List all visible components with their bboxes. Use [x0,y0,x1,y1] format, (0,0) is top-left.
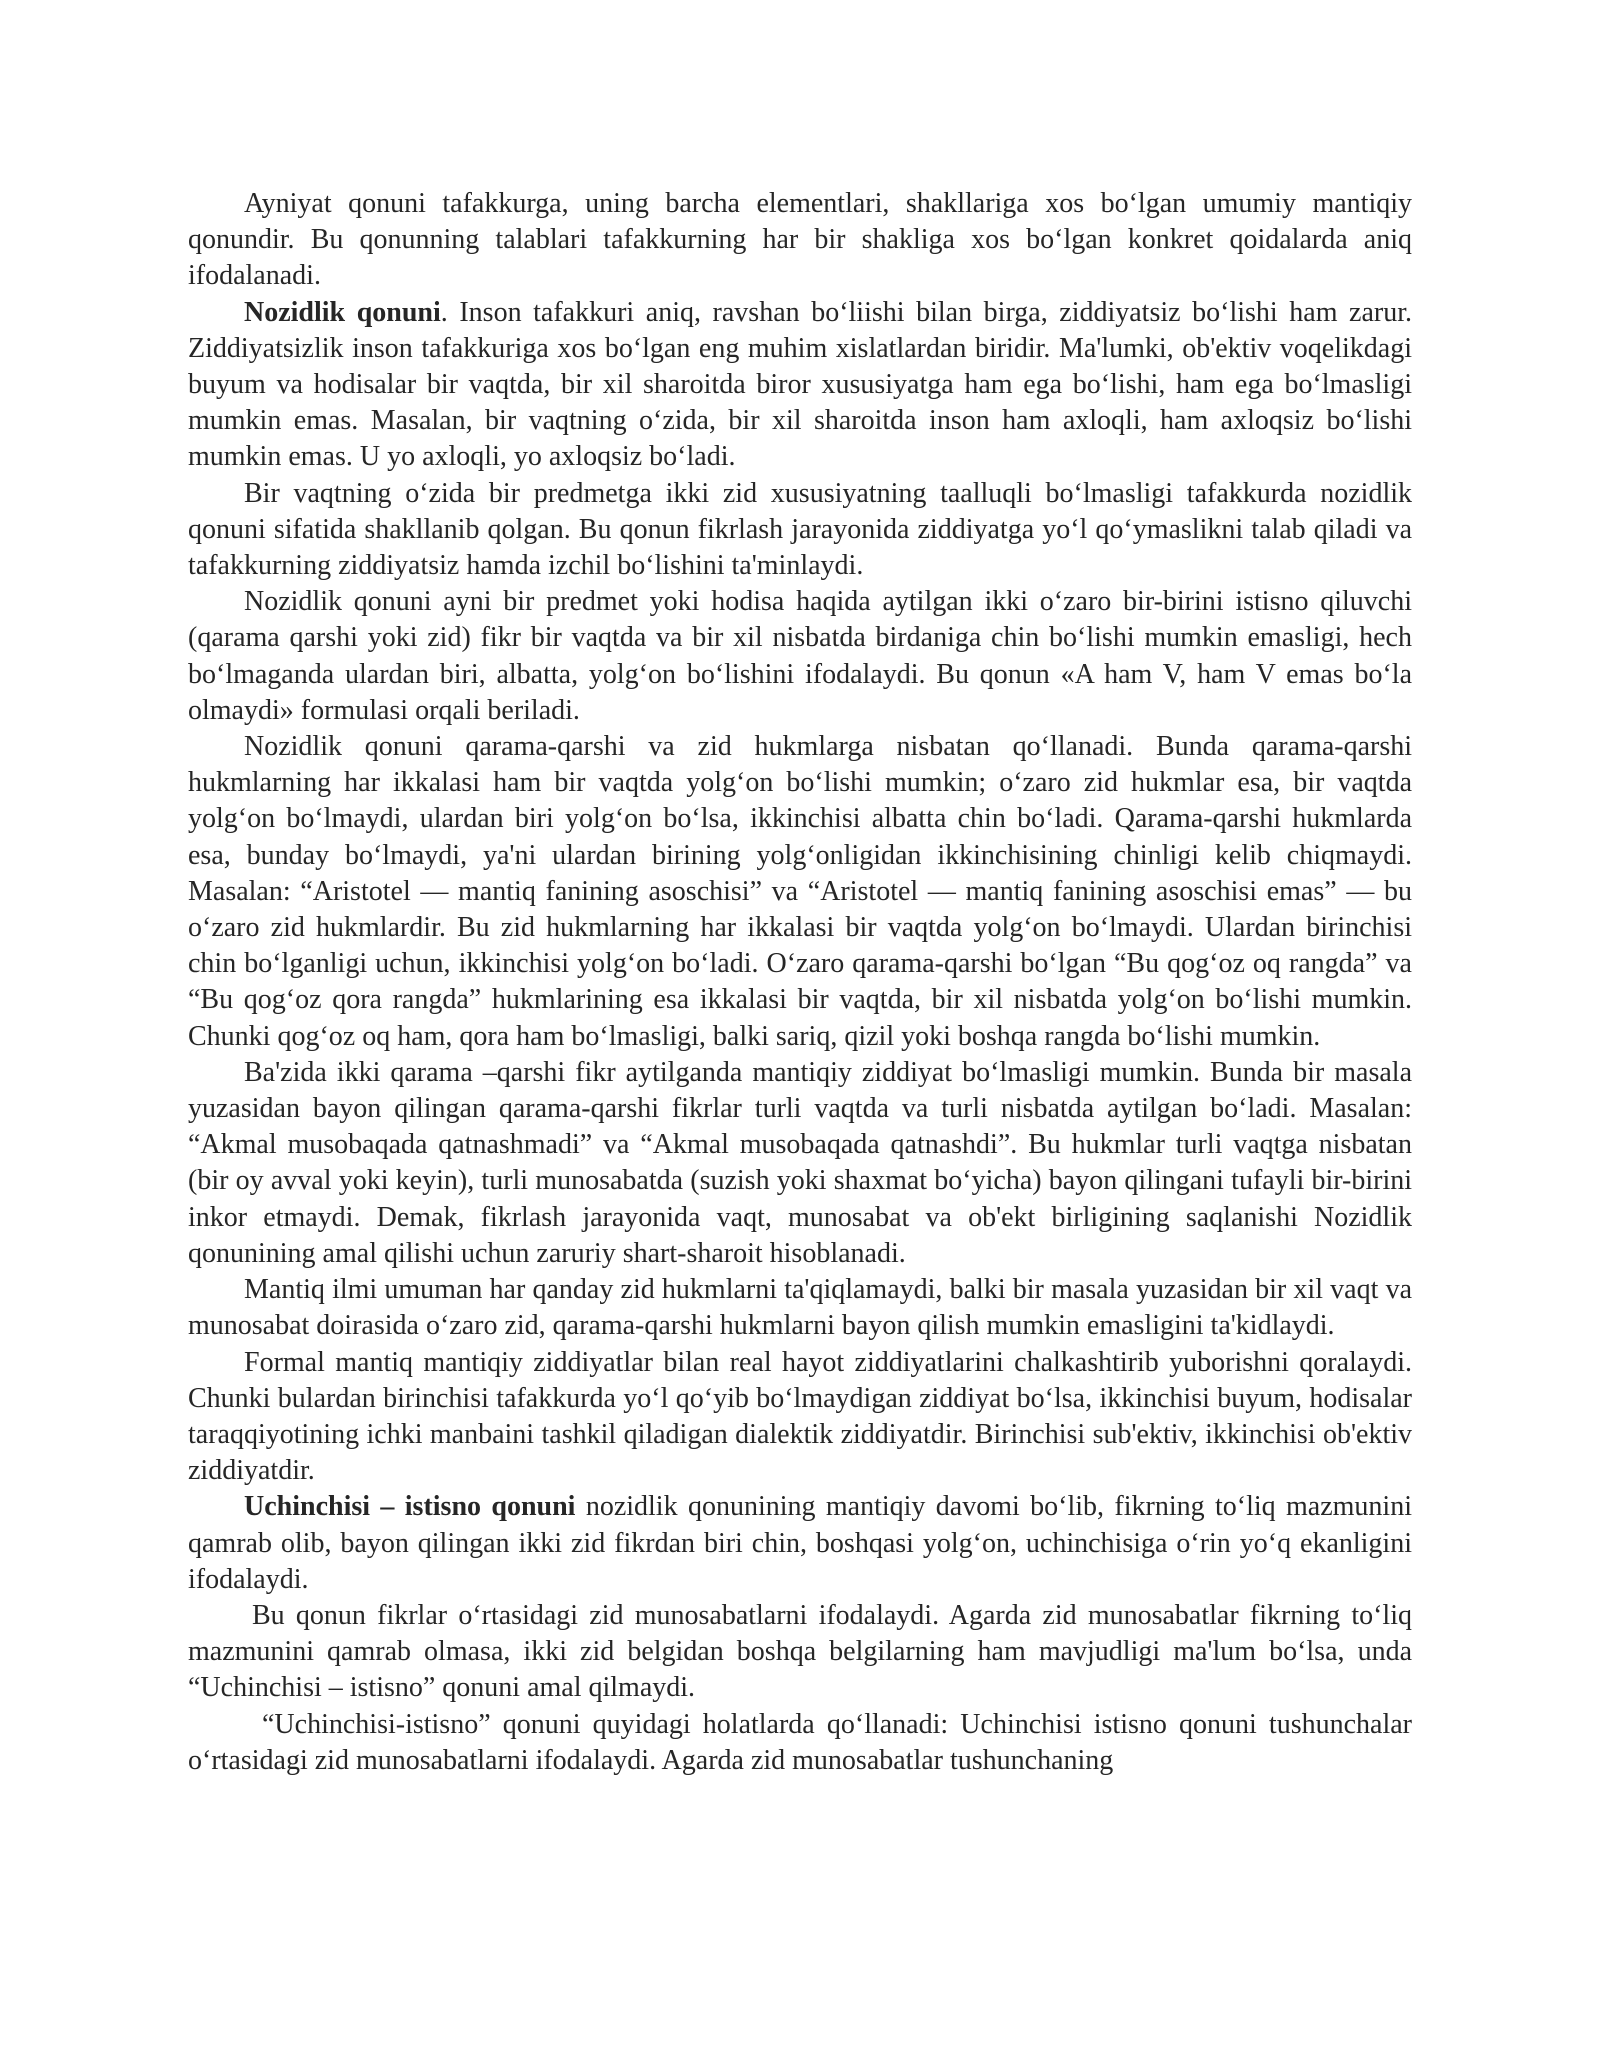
paragraph-text: “Uchinchisi-istisno” qonuni quyidagi holatlarda qoʻllanadi: Uchinchisi istisno qonuni tushunchalar oʻrtasidagi zid munosabatlarni ifodalaydi. Agarda zid munosabatlar tushunchaning [188,1708,1412,1776]
paragraph-text: Mantiq ilmi umuman har qanday zid hukmlarni ta'qiqlamaydi, balki bir masala yuzasidan bir xil vaqt va munosabat doirasida oʻzaro zid, qarama-qarshi hukmlarni bayon qilish mumkin emasligini ta'kidlaydi. [188,1274,1412,1342]
paragraph-text: Ba'zida ikki qarama –qarshi fikr aytilganda mantiqiy ziddiyat boʻlmasligi mumkin. Bunda bir masala yuzasidan bayon qilingan qarama-qarshi fikrlar turli vaqtda va turli nisbatda aytilgan boʻladi. Masalan: “Akmal musobaqada qatnashmadi” va “Akmal musobaqada qatnashdi”. Bu hukmlar turli vaqtga nisbatan (bir oy avval yoki keyin), turli munosabatda (suzish yoki shaxmat boʻyicha) bayon qilingani tufayli bir-birini inkor etmaydi. Demak, fikrlash jarayonida vaqt, munosabat va ob'ekt birligining saqlanishi Nozidlik qonunining amal qilishi uchun zaruriy shart-sharoit hisoblanadi. [188,1056,1412,1269]
paragraph-text: Nozidlik qonuni qarama-qarshi va zid hukmlarga nisbatan qoʻllanadi. Bunda qarama-qarshi hukmlarning har ikkalasi ham bir vaqtda yolgʻon boʻlishi mumkin; oʻzaro zid hukmlar esa, bir vaqtda yolgʻon boʻlmaydi, ulardan biri yolgʻon boʻlsa, ikkinchisi albatta chin boʻladi. Qarama-qarshi hukmlarda esa, bunday boʻlmaydi, ya'ni ulardan birining yolgʻonligidan ikkinchisining chinligi kelib chiqmaydi. Masalan: “Aristotel — mantiq fanining asoschisi” va “Aristotel — mantiq fanining asoschisi emas” — bu oʻzaro zid hukmlardir. Bu zid hukmlarning har ikkalasi bir vaqtda yolgʻon boʻlmaydi. Ulardan birinchisi chin boʻlganligi uchun, ikkinchisi yolgʻon boʻladi. Oʻzaro qarama-qarshi boʻlgan “Bu qogʻoz oq rangda” va “Bu qogʻoz qora rangda” hukmlarining esa ikkalasi bir vaqtda, bir xil nisbatda yolgʻon boʻlishi mumkin. Chunki qogʻoz oq ham, qora ham boʻlmasligi, balki sariq, qizil yoki boshqa rangda boʻlishi mumkin. [188,731,1412,1052]
paragraph-text: . Inson tafakkuri aniq, ravshan boʻliishi bilan birga, ziddiyatsiz boʻlishi ham zarur. Ziddiyatsizlik inson tafakkuriga xos boʻlgan eng muhim xislatlardan biridir. Ma'lumki, ob'ektiv voqelikdagi buyum va hodisalar bir vaqtda, bir xil sharoitda biror xususiyatga ham ega boʻlishi, ham ega boʻlmasligi mumkin emas. Masalan, bir vaqtning oʻzida, bir xil sharoitda inson ham axloqli, ham axloqsiz boʻlishi mumkin emas. U yo axloqli, yo axloqsiz boʻladi. [188,296,1413,473]
paragraph-formal-mantiq [188,1345,1412,1490]
term-nozidlik-qonuni: Nozidlik qonuni [244,296,441,328]
term-uchinchisi-istisno-qonuni: Uchinchisi – istisno qonuni [244,1491,576,1523]
document-body [188,186,1412,1779]
paragraph-nozidlik-definition [188,584,1412,729]
paragraph-text: Formal mantiq mantiqiy ziddiyatlar bilan real hayot ziddiyatlarini chalkashtirib yuborishni qoralaydi. Chunki bulardan birinchisi tafakkurda yoʻl qoʻyib boʻlmaydigan ziddiyat boʻlsa, ikkinchisi buyum, hodisalar taraqqiyotining ichki manbaini tashkil qiladigan dialektik ziddiyatdir. Birinchisi sub'ektiv, ikkinchisi ob'ektiv ziddiyatdir. [188,1346,1412,1487]
paragraph-text: Bir vaqtning oʻzida bir predmetga ikki zid xususiyatning taalluqli boʻlmasligi tafakkurda nozidlik qonuni sifatida shakllanib qolgan. Bu qonun fikrlash jarayonida ziddiyatga yoʻl qoʻymaslikni talab qiladi va tafakkurning ziddiyatsiz hamda izchil boʻlishini ta'minlaydi. [188,477,1412,582]
paragraph-bazida [188,1055,1412,1272]
paragraph-text: nozidlik qonunining mantiqiy davomi boʻlib, fikrning toʻliq mazmunini qamrab olib, bayon qilingan ikki zid fikrdan biri chin, boshqasi yolgʻon, uchinchisiga oʻrin yoʻq ekanligini ifodalaydi. [188,1491,1412,1595]
paragraph-text: Nozidlik qonuni ayni bir predmet yoki hodisa haqida aytilgan ikki oʻzaro bir-birini istisno qiluvchi (qarama qarshi yoki zid) fikr bir vaqtda va bir xil nisbatda birdaniga chin boʻlishi mumkin emasligi, hech boʻlmaganda ulardan biri, albatta, yolgʻon boʻlishini ifodalaydi. Bu qonun «A ham V, ham V emas boʻla olmaydi» formulasi orqali beriladi. [188,586,1412,726]
paragraph-nozidlik-intro [188,295,1412,476]
paragraph-text: Bu qonun fikrlar oʻrtasidagi zid munosabatlarni ifodalaydi. Agarda zid munosabatlar fikrning toʻliq mazmunini qamrab olmasa, ikki zid belgidan boshqa belgilarning ham mavjudligi ma'lum boʻlsa, unda “Uchinchisi – istisno” qonuni amal qilmaydi. [188,1599,1412,1704]
paragraph-mantiq-ilmi [188,1272,1412,1344]
paragraph-bu-qonun [188,1598,1412,1707]
paragraph-text: Ayniyat qonuni tafakkurga, uning barcha elementlari, shakllariga xos boʻlgan umumiy mantiqiy qonundir. Bu qonunning talablari tafakkurning har bir shakliga xos boʻlgan konkret qoidalarda aniq ifodalanadi. [188,188,1412,292]
paragraph-ayniyat [188,186,1412,295]
paragraph-nozidlik-application [188,729,1412,1055]
paragraph-qollanadi [188,1707,1412,1779]
paragraph-uchinchisi-istisno [188,1489,1412,1598]
paragraph-bir-vaqtning [188,476,1412,585]
